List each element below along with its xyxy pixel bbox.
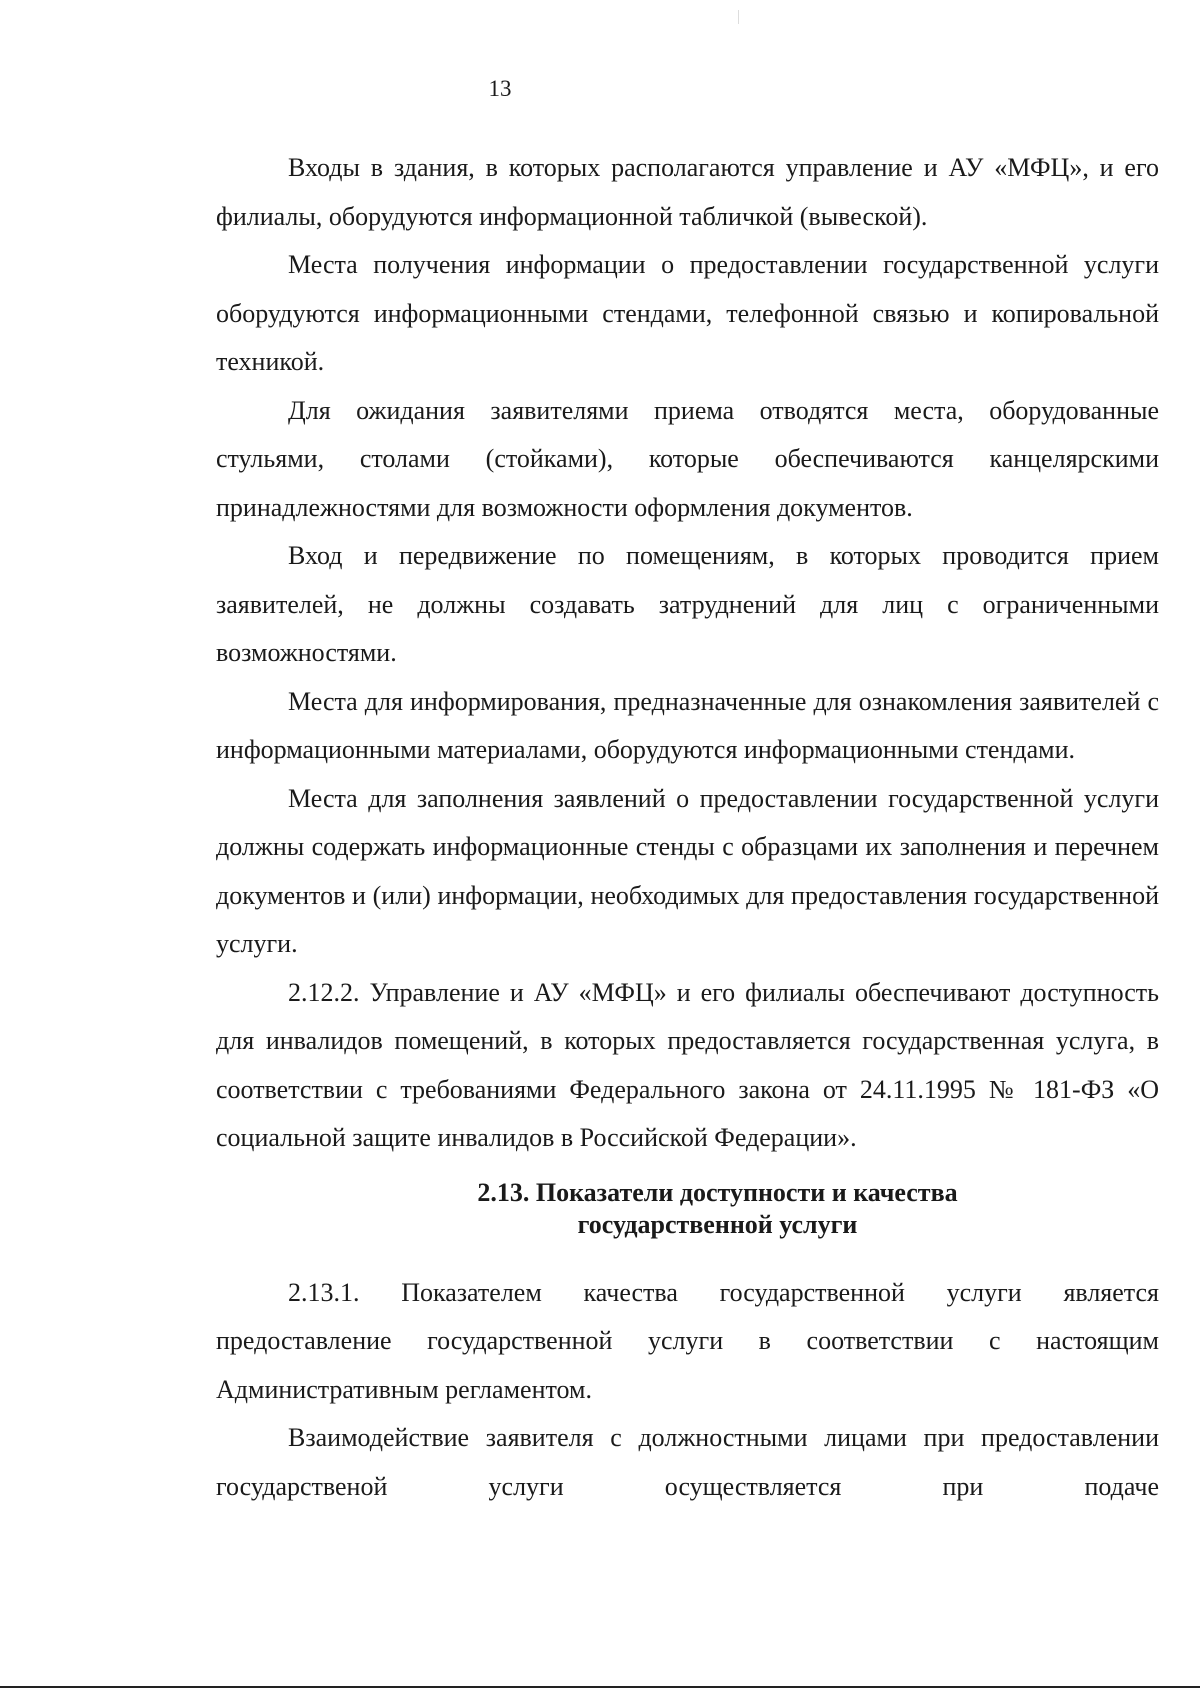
section-heading-line-1: 2.13. Показатели доступности и качества (477, 1177, 958, 1207)
paragraph-2-13-1: 2.13.1. Показателем качества государственной услуги является предоставление государственной услуги в соответствии с настоящим Административным регламентом. (216, 1277, 1159, 1404)
paragraph-information-places: Места получения информации о предоставлении государственной услуги оборудуются информационными стендами, телефонной связью и копировальной техникой. (216, 250, 1159, 376)
paragraph-2-12-2: 2.12.2. Управление и АУ «МФЦ» и его филиалы обеспечивают доступность для инвалидов помещений, в которых предоставляется государственная услуга, в соответствии с требованиями Федерального закона от 24.11.1995 № 181-ФЗ «О социальной защите инвалидов в Российской Федерации». (216, 977, 1159, 1152)
page-number: 13 (488, 76, 512, 101)
paragraph-entrances: Входы в здания, в которых располагаются управление и АУ «МФЦ», и его филиалы, оборудуются информационной табличкой (вывеской). (216, 153, 1159, 231)
document-body (216, 144, 1159, 1511)
paragraph-accessibility: Вход и передвижение по помещениям, в которых проводится прием заявителей, не должны создавать затруднений для лиц с ограниченными возможностями. (216, 541, 1159, 667)
paragraph-waiting-places: Для ожидания заявителями приема отводятся места, оборудованные стульями, столами (стойками), которые обеспечиваются канцелярскими принадлежностями для возможности оформления документов. (216, 395, 1159, 522)
paragraph-filling-places: Места для заполнения заявлений о предоставлении государственной услуги должны содержать информационные стенды с образцами их заполнения и перечнем документов и (или) информации, необходимых для предоставления государственной услуги. (216, 783, 1159, 958)
bottom-edge-line (0, 1686, 1200, 1688)
paragraph-informing-places: Места для информирования, предназначенные для ознакомления заявителей с информационными материалами, оборудуются информационными стендами. (216, 686, 1159, 764)
paragraph-interaction: Взаимодействие заявителя с должностными лицами при предоставлении государственой услуги осуществляется при подаче (216, 1423, 1159, 1501)
section-heading-line-2: государственной услуги (577, 1209, 858, 1239)
scan-artifact (738, 10, 739, 24)
section-heading-2-13 (216, 1177, 1159, 1241)
